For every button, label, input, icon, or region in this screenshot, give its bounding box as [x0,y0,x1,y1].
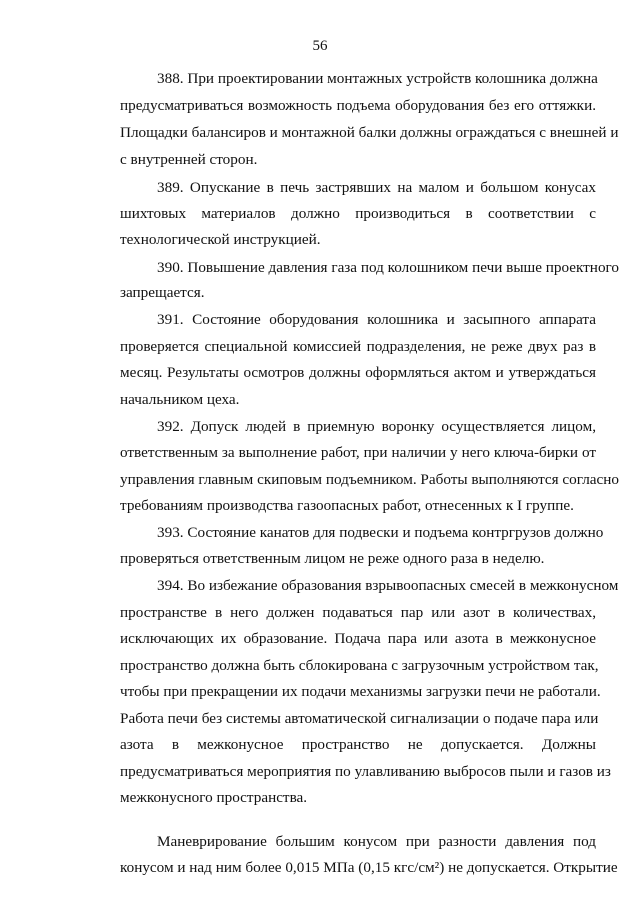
text-line: 390. Повышение давления газа под колошником печи выше проектного [157,259,619,276]
text-line: Работа печи без системы автоматической сигнализации о подаче пара или [120,710,599,727]
text-line: ответственным за выполнение работ, при наличии у него ключа-бирки от [120,444,596,461]
text-line: проверяется специальной комиссией подразделения, не реже двух раз в [120,338,596,355]
text-line: требованиям производства газоопасных работ, отнесенных к I группе. [120,497,574,514]
text-line: исключающих их образование. Подача пара или азота в межконусное [120,630,596,647]
text-line: запрещается. [120,284,205,301]
text-line: управления главным скиповым подъемником. Работы выполняются согласно [120,471,620,488]
text-line: месяц. Результаты осмотров должны оформляться актом и утверждаться [120,364,596,381]
text-line: предусматриваться возможность подъема оборудования без его оттяжки. [120,97,596,114]
text-line: межконусного пространства. [120,789,308,806]
text-line: 391. Состояние оборудования колошника и засыпного аппарата [157,311,596,328]
text-line: Площадки балансиров и монтажной балки должны ограждаться с внешней и [120,124,619,141]
text-line: конусом и над ним более 0,015 МПа (0,15 кгс/см²) не допускается. Открытие [120,859,618,876]
text-line: 389. Опускание в печь застрявших на малом и большом конусах [157,179,596,196]
text-line: проверяться ответственным лицом не реже одного раза в неделю. [120,550,545,567]
text-line: пространство должна быть сблокирована с загрузочным устройством так, [120,657,599,674]
text-line: начальником цеха. [120,391,240,408]
text-line: шихтовых материалов должно производиться в соответствии с [120,205,596,222]
text-line: технологической инструкцией. [120,231,321,248]
text-line: пространстве в него должен подаваться пар или азот в количествах, [120,604,596,621]
text-line: 394. Во избежание образования взрывоопасных смесей в межконусном [157,577,619,594]
text-line: 388. При проектировании монтажных устройств колошника должна [157,70,598,87]
text-line: чтобы при прекращении их подачи механизмы загрузки печи не работали. [120,683,601,700]
text-line: азота в межконусное пространство не допускается. Должны [120,736,596,753]
text-line: Маневрирование большим конусом при разности давления под [157,833,596,850]
text-line: 392. Допуск людей в приемную воронку осуществляется лицом, [157,418,596,435]
text-line: предусматриваться мероприятия по улавливанию выбросов пыли и газов из [120,763,611,780]
page-number: 56 [312,38,328,54]
text-line: с внутренней сторон. [120,151,258,168]
text-line: 393. Состояние канатов для подвески и подъема контргрузов должно [157,524,604,541]
